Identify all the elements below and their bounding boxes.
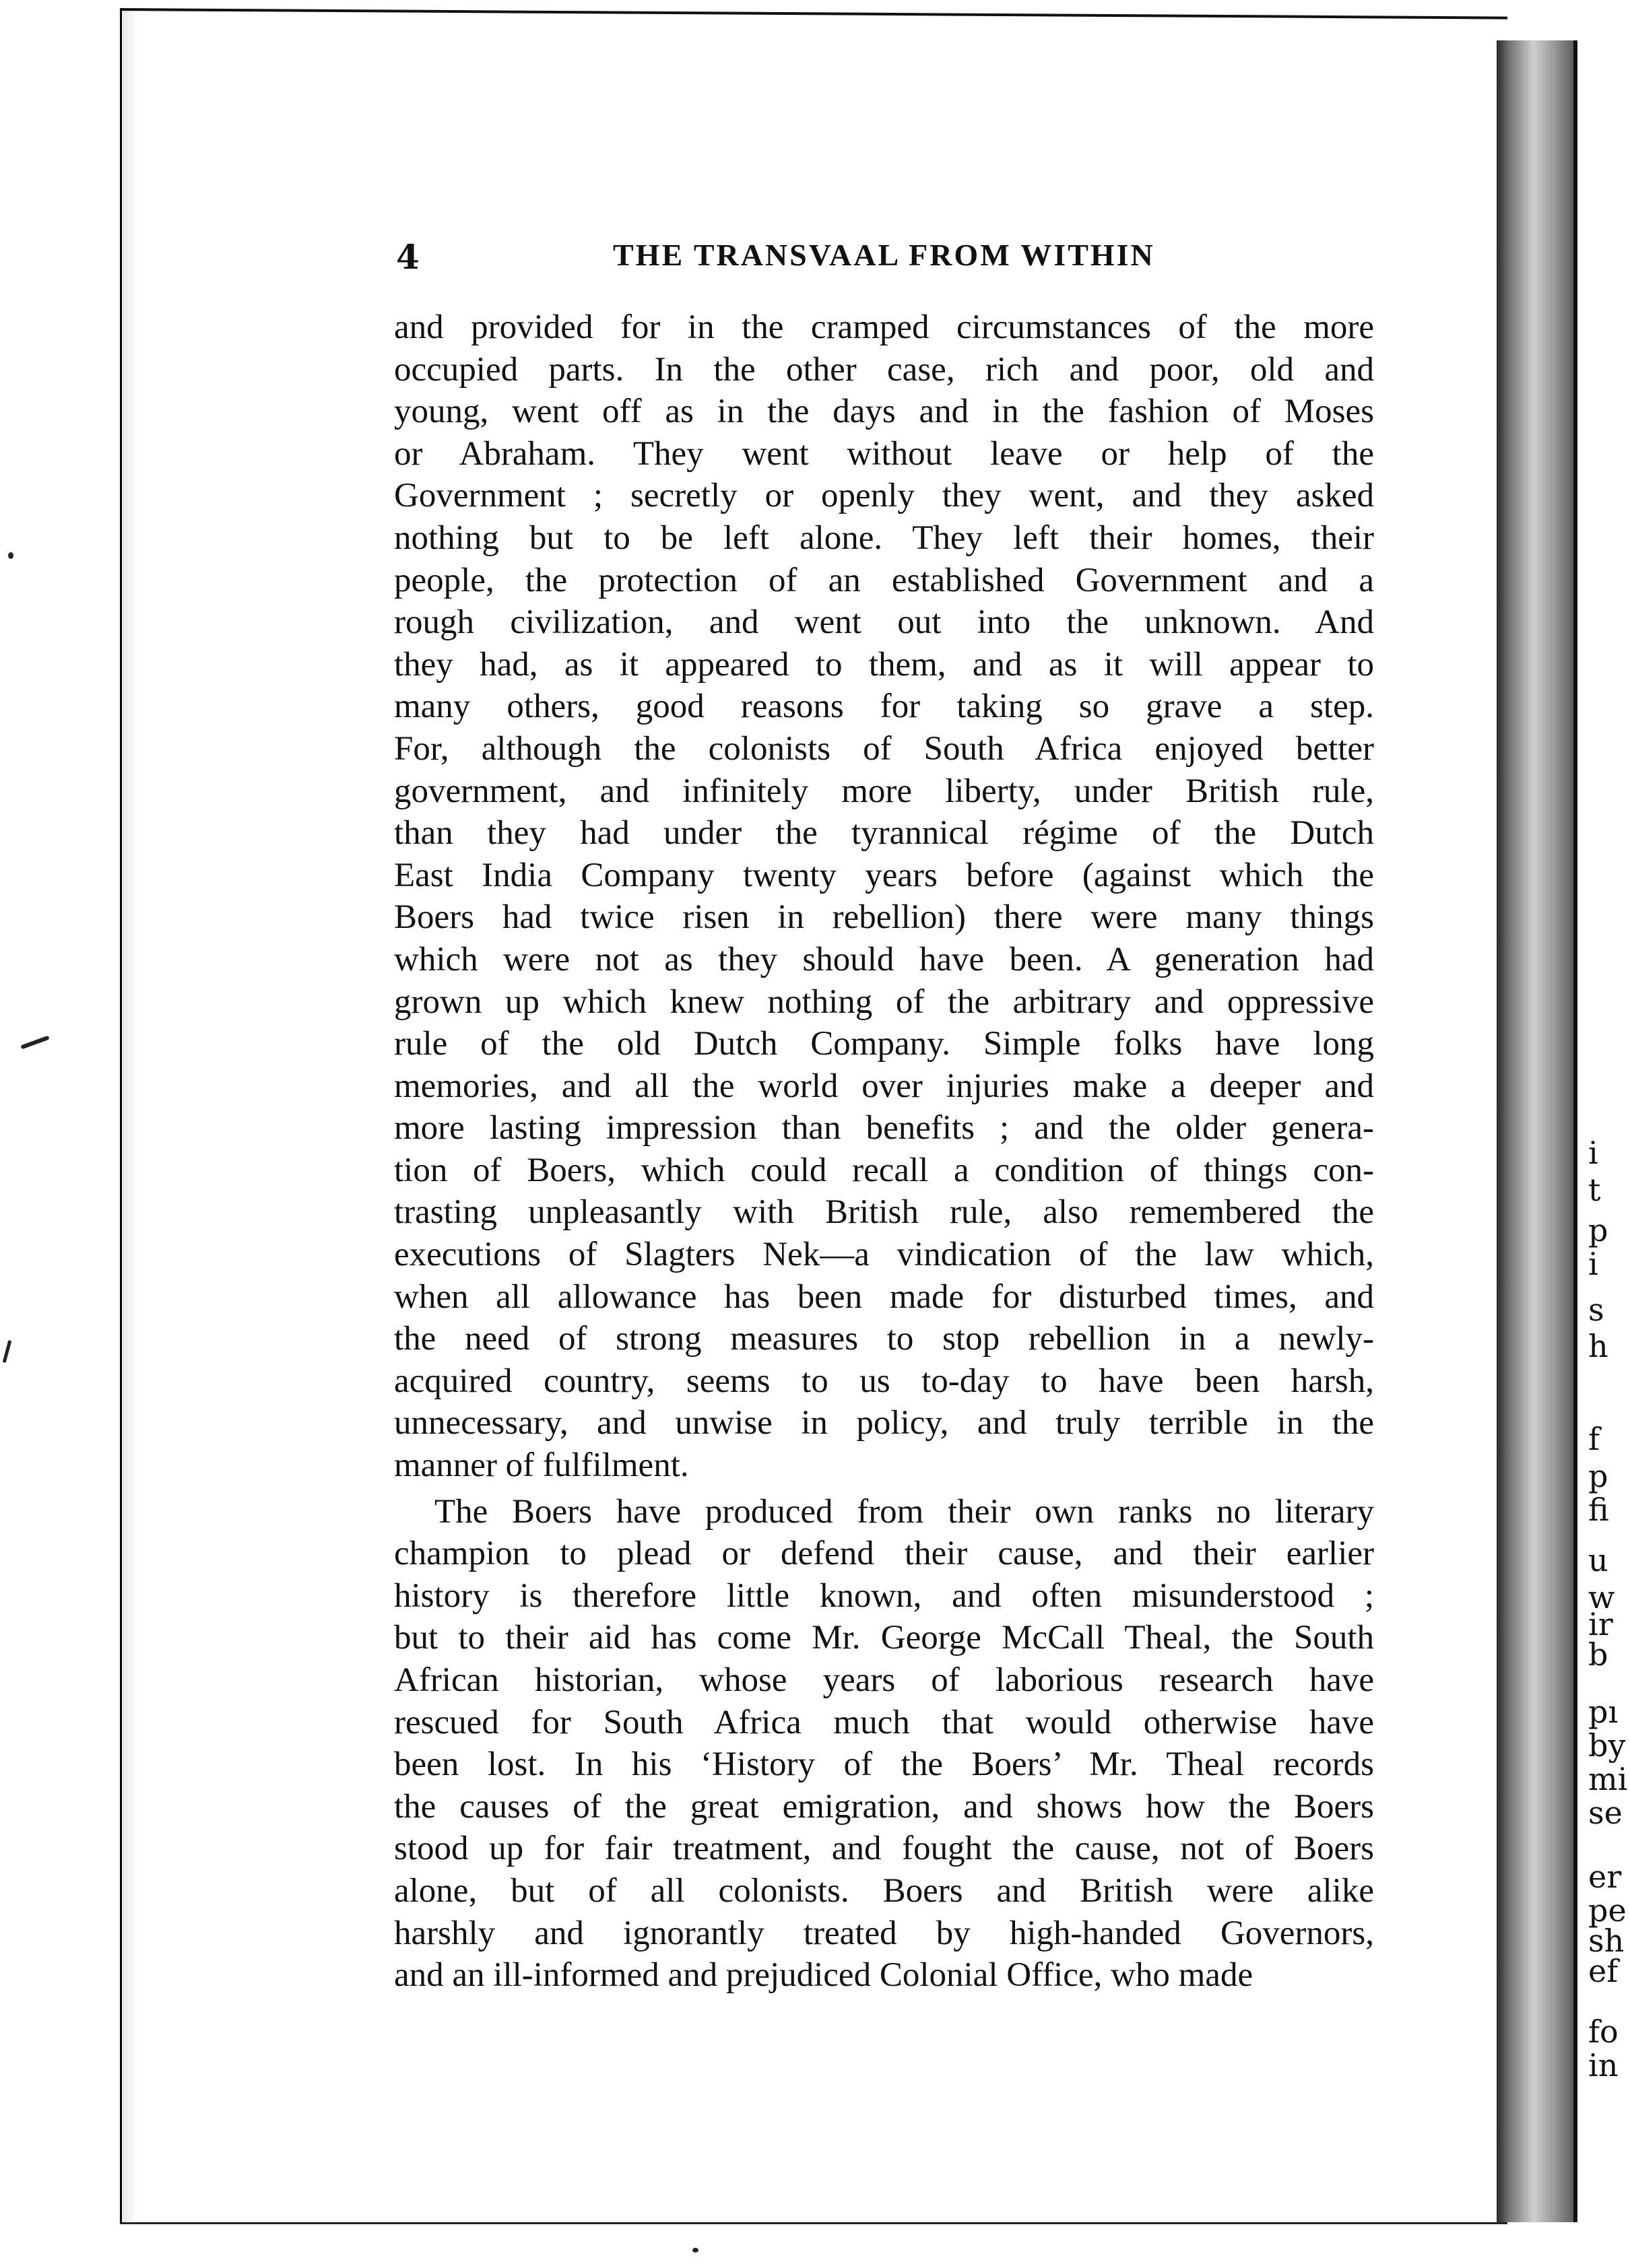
scan-speck xyxy=(20,1036,49,1050)
facing-fragment: f xyxy=(1588,1421,1600,1457)
facing-fragment: p xyxy=(1588,1458,1608,1494)
text-line: East India Company twenty years before (against which the xyxy=(394,856,1374,894)
paragraph xyxy=(394,306,1374,1487)
text-line: government, and infinitely more liberty, under British rule, xyxy=(394,772,1374,810)
text-line: manner of fulfilment. xyxy=(394,1446,689,1485)
facing-fragment: p xyxy=(1588,1212,1608,1248)
text-line: rescued for South Africa much that would otherwise have xyxy=(394,1703,1374,1741)
text-line: and provided for in the cramped circumstances of the more xyxy=(394,308,1374,346)
page-bottom-edge xyxy=(120,2222,1507,2224)
text-line: African historian, whose years of laborious research have xyxy=(394,1661,1374,1699)
text-line: Government ; secretly or openly they went, and they asked xyxy=(394,477,1374,515)
text-line: nothing but to be left alone. They left their homes, their xyxy=(394,519,1374,557)
text-line: tion of Boers, which could recall a condition of things con- xyxy=(394,1151,1374,1189)
paragraph xyxy=(394,1491,1374,1997)
text-line: more lasting impression than benefits ; and the older genera- xyxy=(394,1109,1374,1147)
facing-fragment: ir xyxy=(1588,1606,1613,1642)
text-line: but to their aid has come Mr. George McCall Theal, the South xyxy=(394,1619,1374,1657)
facing-fragment: h xyxy=(1588,1328,1608,1364)
page-left-edge xyxy=(120,8,139,2224)
facing-fragment: er xyxy=(1588,1859,1622,1895)
text-line: Boers had twice risen in rebellion) there were many things xyxy=(394,898,1374,937)
facing-fragment: in xyxy=(1588,2047,1619,2083)
facing-fragment: mi xyxy=(1588,1761,1628,1797)
facing-fragment: se xyxy=(1588,1795,1623,1831)
facing-fragment: sh xyxy=(1588,1923,1625,1959)
text-line: champion to plead or defend their cause, and their earlier xyxy=(394,1535,1374,1573)
scan-speck xyxy=(692,2248,698,2253)
binding-gutter-shadow xyxy=(1497,40,1576,2222)
scan-speck xyxy=(8,552,13,559)
text-line: and an ill-informed and prejudiced Colonial Office, who made xyxy=(394,1956,1253,1995)
text-line: occupied parts. In the other case, rich and poor, old and xyxy=(394,350,1374,389)
text-line: the causes of the great emigration, and shows how the Boers xyxy=(394,1787,1374,1826)
facing-fragment: fo xyxy=(1588,2013,1619,2050)
facing-fragment: t xyxy=(1588,1172,1601,1208)
page-number: 4 xyxy=(396,237,420,277)
running-head xyxy=(396,237,1171,284)
text-line: executions of Slagters Nek—a vindication of the law which, xyxy=(394,1236,1374,1274)
facing-fragment: u xyxy=(1588,1542,1608,1578)
text-line: memories, and all the world over injuries make a deeper and xyxy=(394,1067,1374,1105)
text-line: been lost. In his ‘History of the Boers’ Mr. Theal records xyxy=(394,1745,1374,1784)
facing-fragment: b xyxy=(1588,1636,1608,1673)
running-head-title: THE TRANSVAAL FROM WITHIN xyxy=(613,238,1155,272)
text-line: stood up for fair treatment, and fought the cause, not of Boers xyxy=(394,1830,1374,1868)
facing-fragment: s xyxy=(1588,1292,1604,1328)
text-line: harshly and ignorantly treated by high-handed Governors, xyxy=(394,1914,1374,1952)
text-line: young, went off as in the days and in the fashion of Moses xyxy=(394,393,1374,431)
scan-speck xyxy=(3,1340,12,1363)
text-line: the need of strong measures to stop rebellion in a newly- xyxy=(394,1320,1374,1358)
text-line: or Abraham. They went without leave or help of the xyxy=(394,434,1374,473)
text-line: history is therefore little known, and often misunderstood ; xyxy=(394,1576,1374,1615)
facing-page-edge xyxy=(1577,40,1630,2222)
facing-fragment: i xyxy=(1588,1246,1598,1282)
facing-fragment: pe xyxy=(1588,1892,1627,1929)
text-line: people, the protection of an established Government and a xyxy=(394,561,1374,599)
text-line: acquired country, seems to us to-day to have been harsh, xyxy=(394,1362,1374,1400)
text-line: The Boers have produced from their own ranks no literary xyxy=(434,1492,1374,1531)
text-line: grown up which knew nothing of the arbitrary and oppressive xyxy=(394,982,1374,1021)
text-line: rough civilization, and went out into the unknown. And xyxy=(394,603,1374,642)
text-line: rule of the old Dutch Company. Simple folks have long xyxy=(394,1025,1374,1063)
text-line: they had, as it appeared to them, and as it will appear to xyxy=(394,645,1374,683)
text-line: alone, but of all colonists. Boers and British were alike xyxy=(394,1871,1374,1910)
text-line: trasting unpleasantly with British rule, also remembered the xyxy=(394,1193,1374,1232)
facing-fragment: fi xyxy=(1588,1492,1609,1528)
text-line: For, although the colonists of South Africa enjoyed better xyxy=(394,729,1374,768)
facing-fragment: by xyxy=(1588,1727,1626,1764)
body-text xyxy=(394,306,1374,1997)
text-line: which were not as they should have been. A generation had xyxy=(394,940,1374,978)
text-line: many others, good reasons for taking so grave a step. xyxy=(394,688,1374,726)
facing-fragment: w xyxy=(1588,1579,1615,1615)
facing-fragment: ef xyxy=(1588,1953,1619,1989)
text-line: than they had under the tyrannical régime of the Dutch xyxy=(394,814,1374,853)
text-line: unnecessary, and unwise in policy, and truly terrible in the xyxy=(394,1404,1374,1442)
facing-fragment: i xyxy=(1588,1135,1598,1171)
text-line: when all allowance has been made for disturbed times, and xyxy=(394,1277,1374,1316)
facing-fragment: pı xyxy=(1588,1694,1619,1730)
